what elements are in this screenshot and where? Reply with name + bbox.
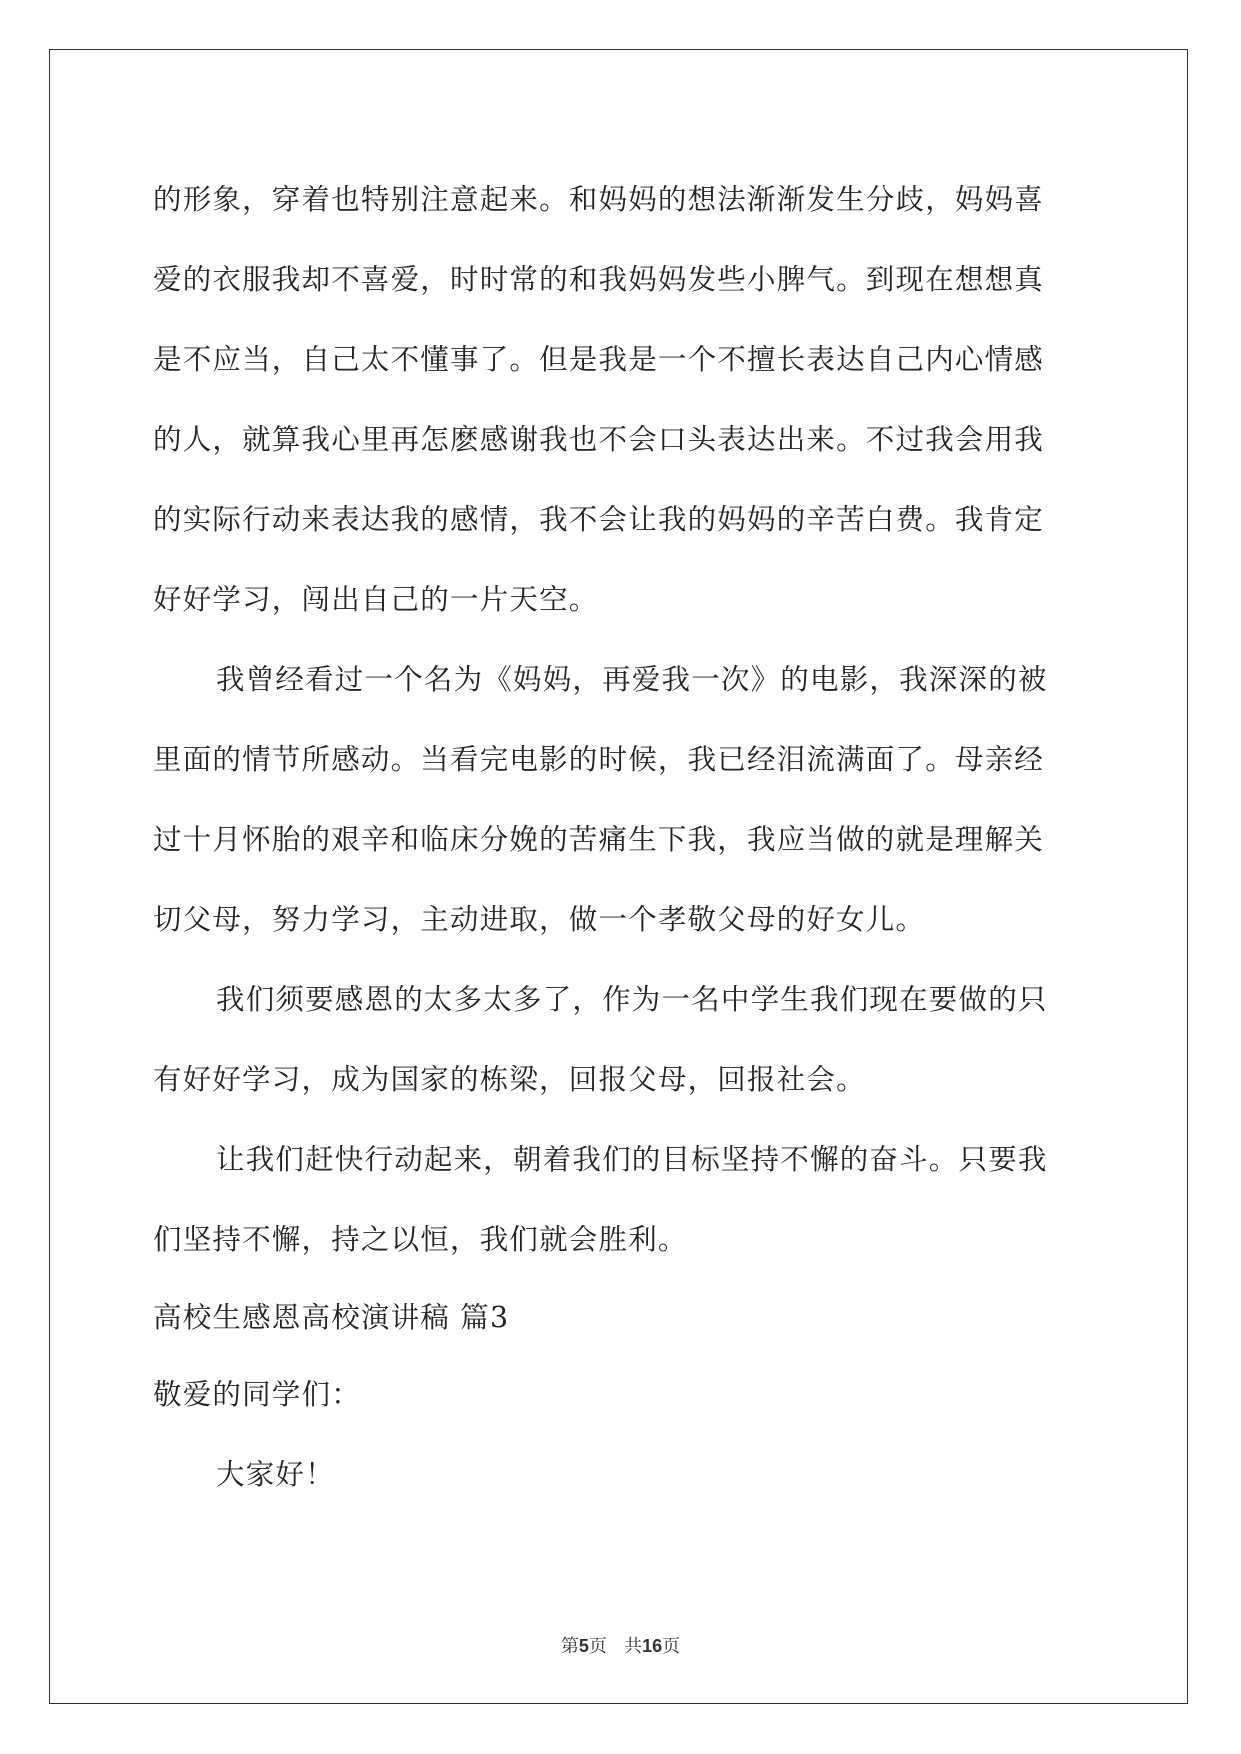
section-heading: 高校生感恩高校演讲稿 篇3	[153, 1301, 510, 1334]
paragraph-line: 好好学习，闯出自己的一片天空。	[153, 583, 599, 616]
paragraph-line: 们坚持不懈，持之以恒，我们就会胜利。	[153, 1223, 688, 1256]
paragraph-line: 我们须要感恩的太多太多了，作为一名中学生我们现在要做的只	[216, 983, 1048, 1016]
salutation: 敬爱的同学们：	[153, 1378, 361, 1411]
current-page-number: 5	[578, 1636, 589, 1656]
greeting: 大家好！	[216, 1458, 335, 1491]
paragraph-line: 我曾经看过一个名为《妈妈，再爱我一次》的电影，我深深的被	[216, 663, 1048, 696]
paragraph-line: 切父母，努力学习，主动进取，做一个孝敬父母的好女儿。	[153, 903, 926, 936]
paragraph-line: 爱的衣服我却不喜爱，时时常的和我妈妈发些小脾气。到现在想想真	[153, 263, 1045, 296]
footer-prefix: 第	[560, 1636, 579, 1657]
paragraph-line: 是不应当，自己太不懂事了。但是我是一个不擅长表达自己内心情感	[153, 343, 1045, 376]
paragraph-line: 有好好学习，成为国家的栋梁，回报父母，回报社会。	[153, 1063, 866, 1096]
footer-total-suffix: 页	[662, 1636, 681, 1657]
paragraph-line: 过十月怀胎的艰辛和临床分娩的苦痛生下我，我应当做的就是理解关	[153, 823, 1045, 856]
paragraph-line: 里面的情节所感动。当看完电影的时候，我已经泪流满面了。母亲经	[153, 743, 1045, 776]
total-page-count: 16	[642, 1636, 663, 1656]
paragraph-line: 的形象，穿着也特别注意起来。和妈妈的想法渐渐发生分歧，妈妈喜	[153, 183, 1045, 216]
document-body	[153, 160, 1089, 1515]
paragraph-line: 让我们赶快行动起来，朝着我们的目标坚持不懈的奋斗。只要我	[216, 1143, 1048, 1176]
footer-page-word: 页	[588, 1636, 607, 1657]
footer-total-prefix: 共	[624, 1636, 643, 1657]
paragraph-line: 的实际行动来表达我的感情，我不会让我的妈妈的辛苦白费。我肯定	[153, 503, 1045, 536]
paragraph-line: 的人，就算我心里再怎麽感谢我也不会口头表达出来。不过我会用我	[153, 423, 1045, 456]
page-footer	[0, 1632, 1241, 1658]
